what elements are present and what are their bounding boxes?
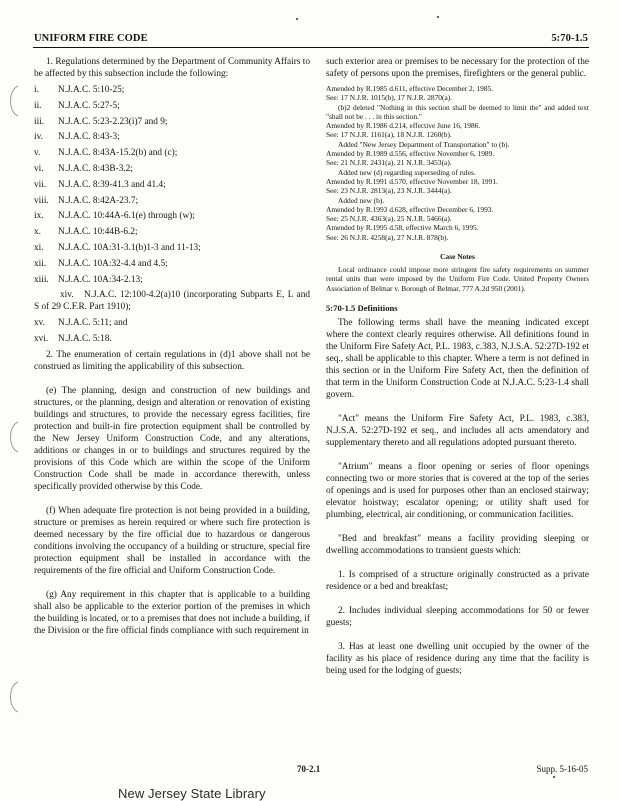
running-header-section: 5:70-1.5 — [551, 33, 588, 44]
punch-hole-mark — [6, 680, 20, 714]
paragraph-e: (e) The planning, design and construction of new buildings and structures, or the planning, design and alteration or renovation of existing buildings and structures, to provide the necessary egress facilities, fire protection and built-in fire protection equipment shall be controlled by the New Jersey Uniform Construction Code, and any alterations, additions or changes in or to buildings and structures required by the provisions of this Code which are within the scope of the Uniform Construction Code shall be made in accordance therewith, unless specifically provided otherwise by this Code. — [34, 385, 310, 492]
history-line: Amended by R.1993 d.628, effective December 6, 1993. — [326, 204, 494, 214]
history-line: Added new (b). — [338, 195, 385, 205]
amendment-history — [326, 84, 589, 242]
paragraph-g: (g) Any requirement in this chapter that is applicable to a building shall also be applicable to the exterior portion of the premises in which the building is located, or to a premises that does not include a building, if the Division or the fire official finds compliance with such requirement in — [34, 589, 310, 636]
history-line: Added new (d) regarding superseding of rules. — [338, 167, 476, 177]
list-item: v. N.J.A.C. 8:43A-15.2(b) and (c); — [34, 148, 178, 159]
history-line: See: 21 N.J.R. 2431(a), 21 N.J.R. 3453(a). — [326, 158, 452, 168]
definition-bed-and-breakfast: "Bed and breakfast" means a facility providing sleeping or dwelling accommodations to transient guests which: — [326, 533, 589, 556]
list-item: vii. N.J.A.C. 8:39-41.3 and 41.4; — [34, 179, 166, 190]
list-item: vi. N.J.A.C. 8:43B-3.2; — [34, 163, 133, 174]
page-number: 70-2.1 — [297, 764, 321, 774]
list-item: ii. N.J.A.C. 5:27-5; — [34, 100, 120, 111]
history-line: Added "New Jersey Department of Transportation" to (b). — [338, 139, 510, 149]
list-item: 3. Has at least one dwelling unit occupied by the owner of the facility as his place of residence during any time that the facility is being used for the lodging of guests; — [326, 641, 589, 676]
list-item: xiv. N.J.A.C. 12:100-4.2(a)10 (incorporating Subparts E, L and S of 29 C.F.R. Part 1910); — [34, 290, 310, 313]
section-heading: 5:70-1.5 Definitions — [326, 302, 398, 313]
history-line: See: 17 N.J.R. 1015(b), 17 N.J.R. 2870(a). — [326, 93, 453, 103]
history-line: See: 17 N.J.R. 1161(a), 18 N.J.R. 1260(b). — [326, 130, 452, 140]
history-line: Amended by R.1995 d.58, effective March 6, 1995. — [326, 223, 479, 233]
history-line: Amended by R.1986 d.214, effective June 16, 1986. — [326, 121, 481, 131]
header-rule — [33, 47, 589, 48]
case-notes-text: Local ordinance could impose more stringent fire safety requirements on summer rental units than were imposed by the Uniform Fire Code. United Property Owners Association of Belmar v. Borough of Belmar, 777 A.2d 950 (2001). — [326, 265, 589, 293]
history-line: See: 25 N.J.R. 4363(a), 25 N.J.R. 5466(a). — [326, 214, 452, 224]
history-line: See: 23 N.J.R. 2813(a), 23 N.J.R. 3444(a). — [326, 186, 452, 196]
list-item: xvi. N.J.A.C. 5:18. — [34, 333, 112, 344]
left-column — [34, 56, 310, 637]
list-item: 2. Includes individual sleeping accommodations for 50 or fewer guests; — [326, 605, 589, 628]
paragraph-2: 2. The enumeration of certain regulations in (d)1 above shall not be construed as limiting the applicability of this subsection. — [34, 349, 310, 372]
regulations-intro: 1. Regulations determined by the Department of Community Affairs to be affected by this subsection include the following: — [34, 57, 310, 79]
list-item: iv. N.J.A.C. 8:43-3; — [34, 132, 120, 143]
history-line: Amended by R.1991 d.570, effective November 18, 1991. — [326, 176, 498, 186]
definition-atrium: "Atrium" means a floor opening or series of floor openings connecting two or more stories that is covered at the top of the series of openings and is used for purposes other than an enclosed stairway; elevator hoistway; escalator opening; or utility shaft used for plumbing, electrical, air conditioning, or communication facilities. — [326, 461, 589, 520]
list-item: i. N.J.A.C. 5:10-25; — [34, 85, 125, 95]
list-item: xiii. N.J.A.C. 10A:34-2.13; — [34, 274, 143, 285]
list-item: iii. N.J.A.C. 5:23-2.23(i)7 and 9; — [34, 116, 168, 127]
list-item: viii. N.J.A.C. 8:42A-23.7; — [34, 195, 139, 206]
list-item: 1. Is comprised of a structure originally constructed as a private residence or a bed and breakfast; — [326, 569, 589, 592]
scan-speck — [296, 18, 298, 20]
list-item: xi. N.J.A.C. 10A:31-3.1(b)1-3 and 11-13; — [34, 242, 201, 253]
definition-act: "Act" means the Uniform Fire Safety Act, P.L. 1983, c.383, N.J.S.A. 52:27D-192 et seq., and includes all acts amendatory and supplementary thereto and all regulations adopted pursuant thereto. — [326, 413, 589, 448]
list-item: ix. N.J.A.C. 10:44A-6.1(e) through (w); — [34, 211, 195, 222]
punch-hole-mark — [6, 420, 20, 454]
paragraph-f: (f) When adequate fire protection is not being provided in a building, structure or premises as herein required or where such fire protection is deemed necessary by the fire official due to hazardous or dangerous conditions involving the occupancy of a building or structure, special fire protection equipment shall be installed in accordance with the requirements of the fire official and Uniform Construction Code. — [34, 505, 310, 576]
list-item: xii. N.J.A.C. 10A:32-4.4 and 4.5; — [34, 258, 168, 269]
punch-hole-mark — [6, 84, 20, 118]
history-line: Amended by R.1985 d.611, effective December 2, 1985. — [326, 84, 494, 93]
definitions-intro: The following terms shall have the meaning indicated except where the context clearly requires otherwise. All definitions found in the Uniform Fire Safety Act, P.L. 1983, c.383, N.J.S.A. 52:27D-192 et seq., shall be applicable to this chapter. Where a term is not defined in this section or in the Uniform Fire Safety Act, then the definition of that term in the Uniform Construction Code at N.J.A.C. 5:23-1.4 shall govern. — [326, 317, 589, 400]
continuation-text: such exterior area or premises to be necessary for the protection of the safety of persons upon the premises, firefighters or the general public. — [326, 57, 589, 79]
case-notes-title: Case Notes — [440, 252, 475, 262]
library-stamp: New Jersey State Library — [118, 786, 266, 801]
supplement-date: Supp. 5-16-05 — [536, 764, 588, 774]
list-item: xv. N.J.A.C. 5:11; and — [34, 318, 128, 329]
history-line: (b)2 deleted "Nothing in this section shall be deemed to limit the" and added text "shall not be . . . in this section." — [326, 102, 589, 121]
scan-speck — [553, 776, 555, 778]
history-line: Amended by R.1989 d.556, effective November 6, 1989. — [326, 149, 495, 159]
right-column — [326, 56, 589, 677]
regulations-list — [34, 84, 310, 345]
history-line: See: 26 N.J.R. 4258(a), 27 N.J.R. 878(b). — [326, 232, 449, 242]
running-header-title: UNIFORM FIRE CODE — [34, 33, 148, 44]
list-item: x. N.J.A.C. 10:44B-6.2; — [34, 227, 138, 238]
scan-speck — [437, 16, 439, 18]
